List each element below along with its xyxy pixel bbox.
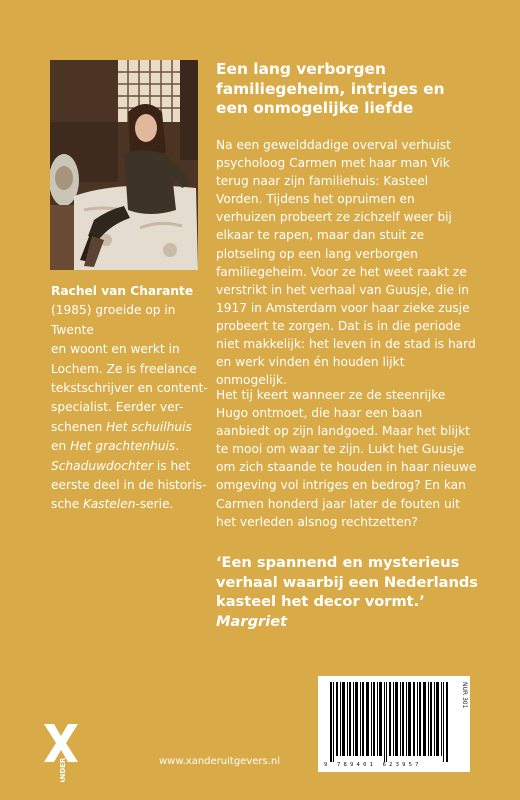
barcode xyxy=(318,676,470,772)
isbn-digits: 9 789401 623957 xyxy=(324,762,422,768)
bio-line: specialist. Eerder ver- xyxy=(51,400,184,415)
bio-line: en woont en werkt in xyxy=(51,342,180,357)
author-photo xyxy=(50,60,198,270)
blurb-paragraph-2: Het tij keert wanneer ze de steenrijke Hugo ontmoet, die haar een baan aanbiedt op zijn landgoed. Maar het blijkt te mooi om waar te zijn. Lukt het Guusje om zich staande te houden in haar nieuwe omgeving vol intriges en bedrog? En kan Carmen honderd jaar later de fouten uit het verleden alsnog rechtzetten? xyxy=(216,388,477,529)
bio-line: Lochem. Ze is freelance xyxy=(51,361,197,376)
bio-text: is het xyxy=(152,458,191,473)
barcode-icon xyxy=(318,676,470,772)
blurb-paragraph-1: Na een gewelddadige overval verhuist psycholoog Carmen met haar man Vik terug naar zijn familiehuis: Kasteel Vorden. Tijdens het opruimen en verhuizen probeert ze zichzelf weer bij elkaar te rapen, maar dan stuit ze plotseling op een lang verborgen familiegeheim. Voor ze het weet raakt ze verstrikt in het verhaal van Guusje, die in 1917 in Amsterdam voor haar zieke zusje probeert te zorgen. Dat is in die periode niet makkelijk: het leven in de stad is hard en werk vinden én houden lijkt onmogelijk. xyxy=(216,138,476,388)
bio-text: -serie. xyxy=(135,497,174,512)
series-title: Kastelen xyxy=(83,497,136,512)
publisher-logo xyxy=(40,722,82,782)
bio-text: en xyxy=(51,439,71,454)
svg-text:XANDER: XANDER xyxy=(59,757,67,782)
bio-line: schenen xyxy=(51,419,107,434)
bio-text: . xyxy=(175,439,180,454)
xander-logo-icon xyxy=(40,722,82,782)
book-title: Het schuilhuis xyxy=(106,419,192,434)
bio-line: eerste deel in de historis- xyxy=(51,478,207,493)
quote-text: ‘Een spannend en mysterieus verhaal waarbij een Nederlands kasteel het decor vormt.’ xyxy=(216,554,478,611)
review-quote xyxy=(216,553,491,631)
headline: Een lang verborgen familiegeheim, intriges en een onmogelijke liefde xyxy=(216,60,445,118)
author-photo-illustration xyxy=(50,60,198,270)
author-name: Rachel van Charante xyxy=(51,284,194,298)
bio-line: tekstschrijver en content- xyxy=(51,381,208,396)
quote-source: Margriet xyxy=(216,612,288,630)
nur-code: NUR 301 xyxy=(461,682,468,709)
book-title: Het grachtenhuis xyxy=(70,439,176,454)
bio-line: (1985) groeide op in Twente xyxy=(51,303,176,337)
book-title: Schaduwdochter xyxy=(51,458,153,473)
publisher-website[interactable]: www.xanderuitgevers.nl xyxy=(159,756,281,767)
author-bio xyxy=(51,282,211,515)
bio-text: sche xyxy=(51,497,84,512)
